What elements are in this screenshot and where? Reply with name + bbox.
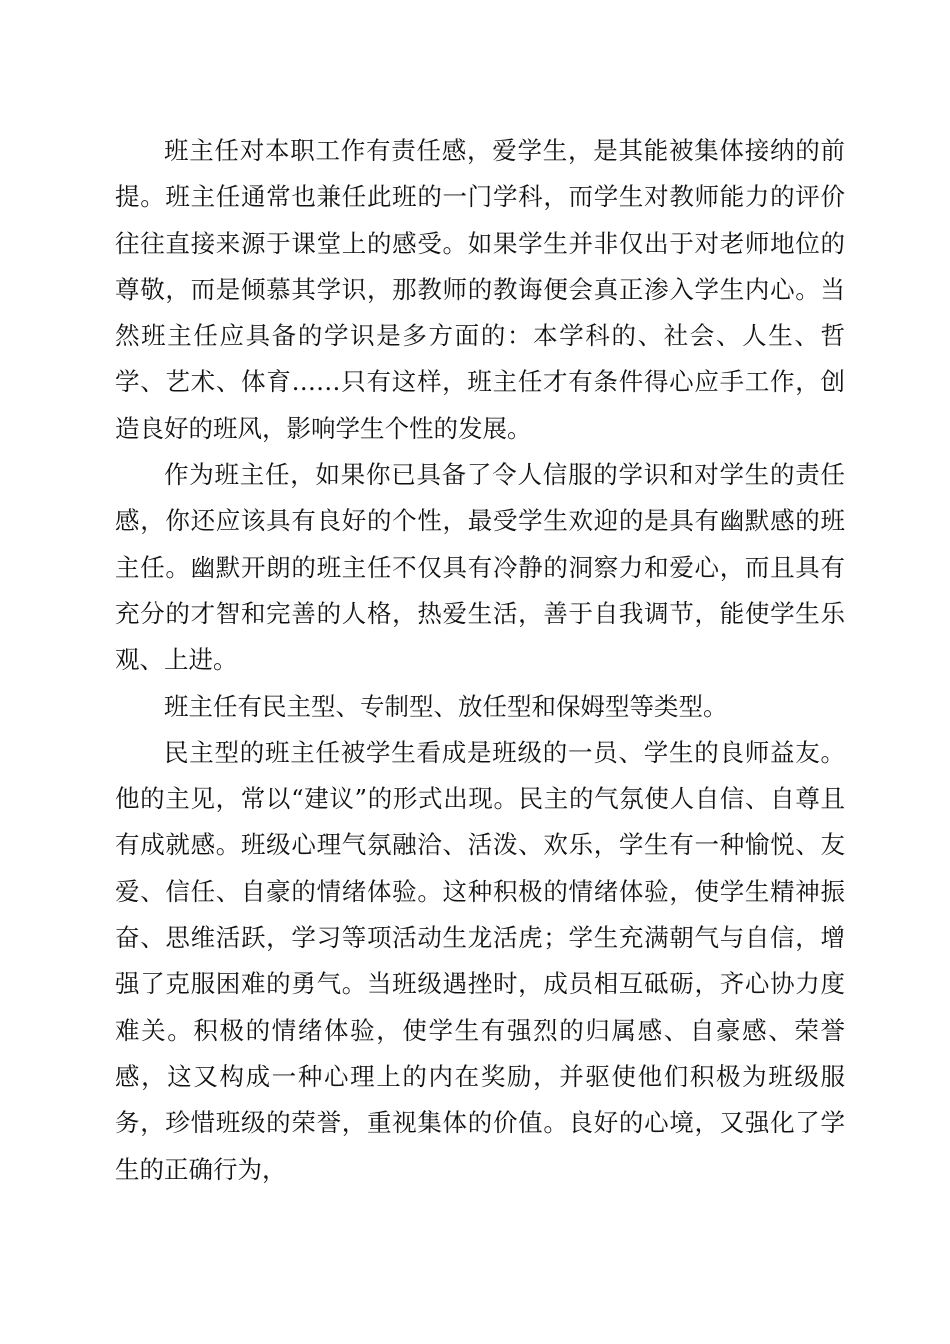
paragraph-head-teacher-responsibility: 班主任对本职工作有责任感，爱学生，是其能被集体接纳的前提。班主任通常也兼任此班的一门学科，而学生对教师能力的评价往往直接来源于课堂上的感受。如果学生并非仅出于对老师地位的尊敬，而是倾慕其学识，那教师的教诲便会真正渗入学生内心。当然班主任应具备的学识是多方面的：本学科的、社会、人生、哲学、艺术、体育……只有这样，班主任才有条件得心应手工作，创造良好的班风，影响学生个性的发展。 bbox=[115, 136, 845, 443]
paragraph-head-teacher-types: 班主任有民主型、专制型、放任型和保姆型等类型。 bbox=[164, 691, 728, 721]
paragraph-head-teacher-personality: 作为班主任，如果你已具备了令人信服的学识和对学生的责任感，你还应该具有良好的个性，最受学生欢迎的是具有幽默感的班主任。幽默开朗的班主任不仅具有冷静的洞察力和爱心，而且具有充分的才智和完善的人格，热爱生活，善于自我调节，能使学生乐观、上进。 bbox=[115, 460, 845, 675]
document-body bbox=[115, 128, 845, 1193]
paragraph-democratic-type: 民主型的班主任被学生看成是班级的一员、学生的良师益友。他的主见，常以“建议”的形式出现。民主的气氛使人自信、自尊且有成就感。班级心理气氛融洽、活泼、欢乐，学生有一种愉悦、友爱、信任、自豪的情绪体验。这种积极的情绪体验，使学生精神振奋、思维活跃，学习等项活动生龙活虎；学生充满朝气与自信，增强了克服困难的勇气。当班级遇挫时，成员相互砥砺，齐心协力度难关。积极的情绪体验，使学生有强烈的归属感、自豪感、荣誉感，这又构成一种心理上的内在奖励，并驱使他们积极为班级服务，珍惜班级的荣誉，重视集体的价值。良好的心境，又强化了学生的正确行为， bbox=[115, 737, 845, 1184]
